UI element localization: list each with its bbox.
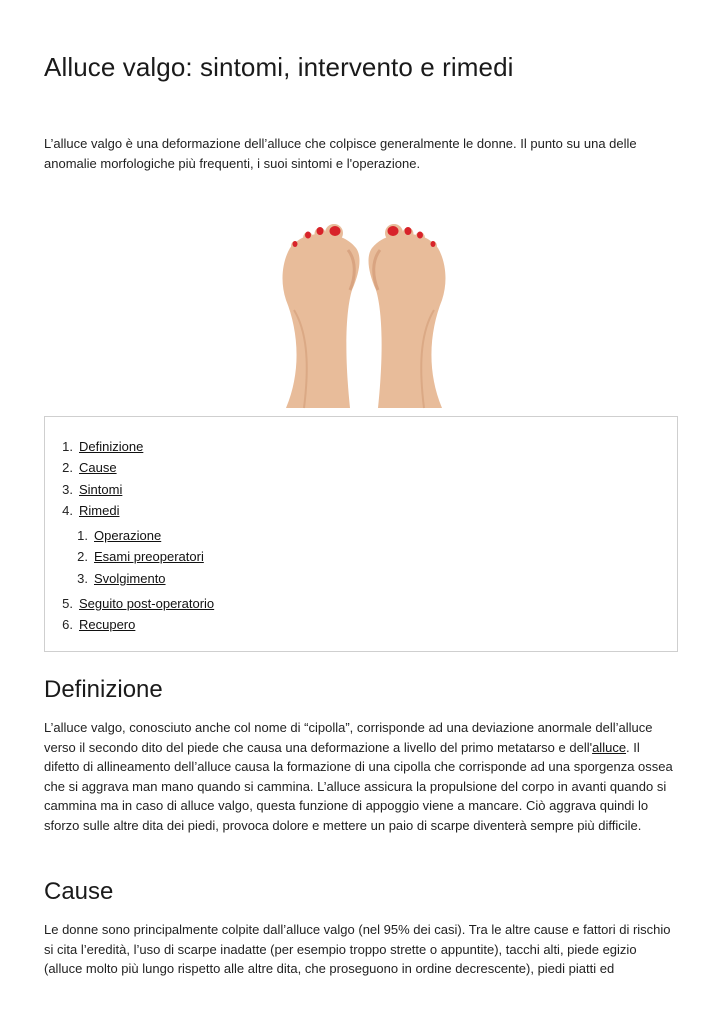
toc-item	[57, 500, 657, 589]
toc-link-rimedi[interactable]: Rimedi	[79, 502, 120, 518]
page-title: Alluce valgo: sintomi, intervento e rimedi	[44, 52, 514, 82]
paragraph-cause: Le donne sono principalmente colpite dall’alluce valgo (nel 95% dei casi). Tra le altre cause e fattori di rischio si cita l’eredità, l’uso di scarpe inadatte (per esempio troppo strette o appuntite), tacchi alti, piede egizio (alluce molto più lungo rispetto alle altre dita, che proseguono in ordine decrescente), piedi piatti ed	[44, 922, 671, 977]
feet-illustration	[264, 220, 464, 410]
toc-number: 3.	[62, 481, 73, 497]
toc-number: 3.	[77, 570, 88, 586]
toc-sublist	[72, 525, 657, 589]
toc-link-cause[interactable]: Cause	[79, 460, 117, 476]
toc-number: 2.	[77, 549, 88, 565]
toc-link-sintomi[interactable]: Sintomi	[79, 481, 123, 497]
toc-link-operazione[interactable]: Operazione	[94, 528, 162, 544]
toc-subitem	[72, 525, 657, 546]
toc-number: 1.	[77, 528, 88, 544]
toc-number: 6.	[62, 617, 73, 633]
toc-number: 1.	[62, 439, 73, 454]
section-heading-definizione: Definizione	[44, 676, 163, 703]
table-of-contents	[44, 416, 678, 652]
link-alluce[interactable]: alluce	[592, 739, 627, 755]
toc-link-definizione[interactable]: Definizione	[79, 439, 144, 454]
toc-item	[57, 436, 657, 457]
intro-paragraph: L’alluce valgo è una deformazione dell’alluce che colpisce generalmente le donne. Il punto su una delle anomalie morfologiche più frequenti, i suoi sintomi e l'operazione.	[44, 136, 637, 171]
paragraph-text: . Il difetto di allineamento dell’alluce causa la formazione di una cipolla che corrisponde ad una sporgenza ossea che si aggrava man mano quando si cammina. L’alluce assicura la propulsione del corpo in avanti quando si cammina ma in caso di alluce valgo, questa funzione di appoggio viene a mancare. Ciò aggrava quindi lo sforzo sulle altre dita dei piedi, provoca dolore e mettere un paio di scarpe diventerà sempre più difficile.	[44, 739, 673, 833]
toc-subitem	[72, 546, 657, 567]
right-foot	[369, 234, 446, 408]
feet-photo	[264, 220, 464, 410]
toc-item	[57, 479, 657, 500]
toc-item	[57, 457, 657, 478]
toenail	[293, 241, 298, 247]
toenail	[330, 226, 341, 236]
toc-number: 4.	[62, 502, 73, 518]
toenail	[388, 226, 399, 236]
toc-link-recupero[interactable]: Recupero	[79, 617, 136, 633]
toc-link-svolgimento[interactable]: Svolgimento	[94, 570, 166, 586]
toc-item	[57, 614, 657, 635]
toenail	[431, 241, 436, 247]
toenail	[317, 227, 324, 235]
toc-link-esami-preoperatori[interactable]: Esami preoperatori	[94, 549, 204, 565]
toc-number: 5.	[62, 596, 73, 612]
toc-subitem	[72, 568, 657, 589]
paragraph-definizione	[44, 718, 678, 836]
toc-link-seguito-post-operatorio[interactable]: Seguito post-operatorio	[79, 596, 215, 612]
toc-list	[57, 436, 657, 636]
toenail	[305, 232, 311, 239]
toc-item	[57, 593, 657, 614]
section-heading-cause: Cause	[44, 878, 114, 905]
toenail	[405, 227, 412, 235]
left-foot	[283, 234, 360, 408]
paragraph-text: L’alluce valgo, conosciuto anche col nome di “cipolla”, corrisponde ad una deviazione anormale dell’alluce verso il secondo dito del piede che causa una deformazione a livello del primo metatarso e dell'	[44, 720, 653, 755]
toc-number: 2.	[62, 460, 73, 476]
toenail	[417, 232, 423, 239]
